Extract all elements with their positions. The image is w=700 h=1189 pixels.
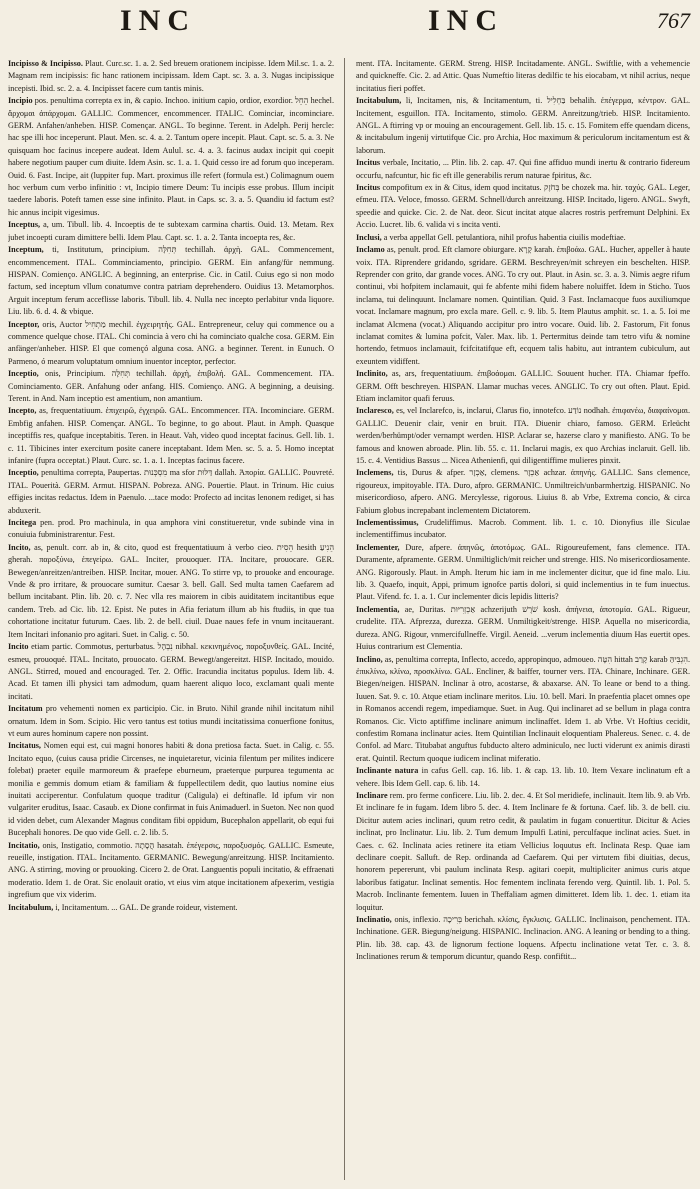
entry-text: as, ars, frequentatiuum. ἐπιβοάομαι. GALLIC. Souuent hucher. ITA. Chiamar fpeffo. GERM. Offt beschreyen. HISPAN. Llamar muchas veces. ANGLIC. To cry out often. Plaut. Epid. Etiam inclamitor quafi feruus. xyxy=(356,369,690,403)
entry-text: in cafus Gell. cap. 16. lib. 1. & cap. 13. lib. 10. Item Vexare inclinatum eft a vehere. Ibis Idem Gell. cap. 6. lib. 14. xyxy=(356,766,690,788)
column-divider xyxy=(344,58,345,1180)
entry-text: li, Incitamen, nis, & Incitamentum, ti. בַּחְלִיל behalih. ἐπέγερμα, κέντρον. GAL. Incitement, esguillon. ITA. Incitamento, stimolo. GERM. Anreitzung/trieb. HISP. Incitamiento. ANGL. A ftirring vp or mouing an encouragement. Gell. lib. 15. c. 15. Fomitem effe quendam dicens, & incitabulum ingenij virtutifque Cic. pro Archia, Hoc maximum & periculorum incitamentum est & laborum. xyxy=(356,96,690,155)
entry-text: penultima correpta, Paupertas. מִסְכְּנוּת ma sfor דַּלּוּת dallah. Ἀπορία. GALLIC. Pouvreté. ITAL. Pouerità. GERM. Armut. HISPAN. Pobreza. ANG. Pouertie. Plaut. in Trinum. Hic cuius effigies incitas redactus. Idem in Paenulo. ...tace modo: Profecto ad incitas lenonem rediget, si has abduxerit. xyxy=(8,468,334,515)
entry-text: ment. ITA. Incitamente. GERM. Streng. HISP. Incitadamente. ANGL. Swiftlie, with a vehemencie and quickneffe. Cic. 2. ad Attic. Quas Numeftio literas dedilfic te his eiocabam, vt nihil acrius, neque incitatius fieri poffet. xyxy=(356,59,690,93)
entry-text: as, frequentatiuum. ἐπιχειρῶ, ἐγχειρῶ. GAL. Encommencer. ITA. Incominciare. GERM. Embfig anfahen. HISP. Començar. ANGL. To beginne, to go about. Plaut. in Amph. Quasque inceptiffis res, quafque inceptabitis. Teren. in Heaut. Vah, video quod inceptat facinus. Gell. lib. 1. c. 11. Tibicines inter exercitum posite canere inceptabant. Idem Men. sc. 5. a. 5. Homo inceptat infanire (fupra occeptat.) Plaut. Curc. sc. 1. a. 1. Inceptas facinus facere. xyxy=(8,406,334,465)
entry-headword: Inclinare xyxy=(356,790,388,800)
entry-text: a, um. Tibull. lib. 4. Incoeptis de te subtexam carmina chartis. Ouid. 13. Metam. Rex jubet incoepti curam dimittere belli. Idem Plau. Capt. sc. 1. a. 2. Tanta incoepta res, &c. xyxy=(8,220,334,242)
entry-text: rem. pro ferme conficere. Liu. lib. 2. dec. 4. Et Sol meridiefe, inclinauit. Item lib. 9. ab Vrb. Et inclinare fe in fugam. Idem libro 5. dec. 4. Item Inclinare fe & fortuna. Caef. lib. 3. de bell. ciu. Dicitur autem acies inclinari, quum retro cedit, & paulatim in fugam conuertitur. Dicitur & Acies inclinat, pro Inclinatur. Liu. lib. 2. Tum demum Impulfi Latini, perculfaque inclinat acies. Suet. in Caes. c. 62. Inclinata acies retinere ita etiam Vellicius loquutus eft. Inclinata Resp. Quae iam declinare coepit. Salluft. de Rep. ordinanda ad Caefarem. Qui per virtutem fibi diuitias, decus, honorem pepererunt, vbi paulum inclinata Resp. agitari coepit, multipliciter animus curis atque laboribus fatigatur. Inclinat sementis. Hoc fementem inclinata ferendo verg. Quintil. lib. 1. Pol. 5. Macrob. Inclinante fementem. Iuuen in Theffaliam agmen dimitteret. Idem lib. 1. dec. 1. etiam ita loquitur. xyxy=(356,790,690,912)
dictionary-entry xyxy=(8,641,334,703)
dictionary-entry xyxy=(356,244,690,368)
entry-text: oris, Auctor מַתְחִיל mechil. ἐγχειρητὴς. GAL. Entrepreneur, celuy qui commence ou a commence quelque chose. ITAL. Chi comincia à vero chi ha cominciato qualche cosa. GERM. Ein anfänger/anheber. HISP. El que començó alguna cosa. ANG. a beginner. Terent. in Eunuch. O Parmeno, ó mearum voluptatum omnium inuentor inceptor, perfector. xyxy=(8,319,334,366)
dictionary-entry xyxy=(8,95,334,219)
entry-headword: Incito xyxy=(8,642,29,652)
dictionary-entry xyxy=(356,232,690,244)
dictionary-entry xyxy=(356,368,690,405)
left-column xyxy=(8,58,334,1180)
entry-headword: Inceptor, xyxy=(8,319,40,329)
entry-headword: Inclemens, xyxy=(356,468,394,478)
entry-text: ae, Duritas. אַכְזְרִיּוּת achzerijuth שֹׁרֶשׁ kosh. ἀπήνεια, ἀποτομία. GAL. Rigueur, crudelite. ITA. Afprezza, durezza. GERM. Unmiltigkeit/strenge. HISP. Aquella no misericordia, dureza. ANG. Rigour, vnmercifullneffe. Virgil. Aeneid. ...verum inclementia diuum Has euertit opes. Huius contrarium est Clementia. xyxy=(356,604,690,652)
entry-text: as, penultima correpta, Inflecto, accedo, appropinquo, admoueo. הִטָּה hittah קָרַב karab הִגְבִּיהַּ. ἐπικλίνω, κλίνω, προσκλίνω. GAL. Encliner, & baiffer, tourner vers. ITA. Chinare, Inchinare. GER. Biegen/neigen. HISPAN. Inclinar à otro, acostarse, & abaxarse. AN. To leane or bend to a thing. Iuuen. Sat. 9. c. 10. Atque etiam inclinare meritos. Liu. 10. bell. Mari. In praefentia placet omnes ope in Romanos accendi regem, impediamque. Suet. in Aug. Qui inclinaret ad se bellum in plaga contra Romanos. Cic. Victo aptiffime inclinare animum inclinaffet. Idem 1. ab Vrbe. Vt Hoftius cecidit, confestim Romana inclinatur acies. Item Quintilian Inclinauit eloquentiam Phalereus. Senec. c. 4. de Confol. ad Marc. Titubabat anguftus fubducto altero adminiculo, nec lucti viderunt ex animis dirasti erat. Quintil. Rectum quoque iudicem inclinat miferatio. xyxy=(356,654,690,763)
dictionary-entry xyxy=(8,368,334,405)
entry-text: onis, Principium. תְּחִלָּה techillah. ἀρχὴ, ἐπιβολή. GAL. Commencement. ITA. Cominciamento. GER. Anfahung oder anfang. HIS. Comienço. ANG. A beginning, a deuising. Terent. in And. Nam inceptio est amentium, non amantium. xyxy=(8,369,334,403)
entry-text: compofitum ex in & Citus, idem quod incitatus. בְּחֹזֶק be chozek ma. hir. ταχύς. GAL. Leger, efmeu. ITA. Veloce, fmosso. GERM. Schnell/durch anreitzung. HISP. Incitado, ligero. ANGL. Swyft, speedie and quicke. Cic. 2. de Nat. deor. Sicut incitat atque alacres rostris perfremunt Delphini. Ex Accio. Lucret. lib. 6. valida vi s incita venti. xyxy=(356,183,690,230)
entry-headword: Inceptio, xyxy=(8,468,39,478)
entry-headword: Incitabulum, xyxy=(356,96,402,106)
entry-headword: Inclamo xyxy=(356,245,385,255)
entry-text: Dure, afpere. ἀπηνῶς, ἀποτόμως. GAL. Rigoureufement, fans clemence. ITA. Duramente, afpramente. GERM. Unmiltiglich/mit reicher und strenge. HIS. No misericordiosamente. ANG. Rigorously. Plaut. in Amph. Iterum hic iam in me inclementer dicitur, que id fine malo. Liu. lib. 3. Quaefo, inquit, Appi, primum ignofce partis dolori, si quid inclementius in te fum inuectus. Plaut. Vifend. fc. 1. a. 1. Cur inclementer dicis lepidis litteris? xyxy=(356,542,690,602)
dictionary-entry xyxy=(356,467,690,517)
entry-headword: Incitus xyxy=(356,158,381,168)
dictionary-entry xyxy=(356,654,690,766)
entry-text: ti, Institutum, principium. תְּחִלָּה techillah. ἀρχὴ. GAL. Commencement, encommencement. ITAL. Comminciamento, principio. GERM. Ein anfang/für nemmung. HISPAN. Comienço. ANGLIC. A beginning, an enterprise. Cic. in Catil. Cuius ego si non modo factum, sed inceptum vllum conatumve contra patriam deprehendero. Ouidius 13. Metamorphos. Arguit inceptum ferum acceflisse laboris. Tibull. lib. 4. Nulla nec incepto perlabitur vnda liquore. Liu. lib. 6. d. 4. & vbique. xyxy=(8,245,334,317)
dictionary-entry xyxy=(356,405,690,467)
running-head-left: INC xyxy=(120,4,197,37)
entry-headword: Incito, xyxy=(8,542,31,552)
dictionary-entry xyxy=(8,703,334,740)
entry-text: onis, Instigatio, commotio. הֲסָתָה hasatah. ἐπέγερσις, παροξυσμός. GALLIC. Esmeute, reueille, instigation. ITAL. Incitamento. GERMANIC. Bewegung/anreitzung. HISP. Incitamiento. ANG. A stirring, moving or prouoking. Cicero 2. de Orat. Languentis populi incitatio, & effraenati moderatio. Idem 1. de Orat. Sic enolauit oratio, vt eius vim atque incitationem afpexerim, vestigia ingrefium que vix viderim. xyxy=(8,840,334,900)
entry-headword: Inclinatio, xyxy=(356,915,392,925)
entry-text: tis, Durus & afper. אַכְזָר, clemens. אַכְזָר achzar. ἀπηνής. GALLIC. Sans clemence, rigoureux, impitoyable. ITA. Duro, afpro. GERMANIC. Unmiltreich/unbarmhertzig. HISPANIC. No misericordioso, afpero. ANG. Mercylesse, rigorous. Liuius 8. ab Vrbe, Extrema concio, & circa Fabium globus increpabant inclementem Dictatorem. xyxy=(356,468,690,515)
entry-headword: Incitatio, xyxy=(8,840,40,850)
dictionary-entry xyxy=(356,157,690,182)
dictionary-entry xyxy=(356,790,690,914)
entry-headword: Inclinito, xyxy=(356,369,388,379)
entry-headword: Incitega xyxy=(8,518,37,528)
entry-text: as, penult. corr. ab in, & cito, quod est frequentatiuum à verbo cieo. הֵסִית hesith הֵנִיעַ gherah. παροξύνω, ἐπεγείρω. GAL. Inciter, prouoquer. ITA. Incitare, prouocare. GER. Bewegen/anreitzen/antreiben. HISP. Incitar, mouer. ANG. To stirre vp, to prouoke and encourage. Vnde & pro irritare, & prouocare sumitur. Caesar 3. bell. Gall. Sed multa tamen Caefarem ad bellum incitabant. Plin. lib. 20. c. 7. Nec vlla res maiorem in cibis auiditatem incitantibus eque candem. Treb. ad Cic. lib. 12. Epist. Ne putes in Afia feriatum illum ab his ftudiis, in que tua cohortatione incitatur futurum. Caes. lib. 2. de bell. ciuil. Duae naues fefe in vnum incitauerant. Item Incitari infonanio pro agitari. Suet. in Calig. c. 50. xyxy=(8,542,334,639)
dictionary-entry xyxy=(8,740,334,839)
entry-text: es, vel Inclarefco, is, inclarui, Clarus fio, innotefco. נוֹדַע nodhah. ἐπιφανέω, διαφαίνομαι. GALLIC. Deuenir clair, venir en bruit. ITA. Diuenir chiaro, famoso. GERM. Erleücht werden/berhümpt/oder vernampt werden. HISP. Aclarar se, hazerse claro y manifiesto. ANG. To be famous and knowen abroade. Plin. lib. 55. c. 11. Inclarui magis, ex quo Archias inclaruit. Gell. lib. 15. c. 4. Ventidius Bassus ... Nicea Athenienfi, qui diligentiffime mulieres pinxit. xyxy=(356,406,690,465)
page-header xyxy=(0,0,700,48)
dictionary-entry xyxy=(8,542,334,641)
entry-headword: Inclino, xyxy=(356,654,383,664)
dictionary-entry xyxy=(8,467,334,517)
entry-text: i, Incitamentum. ... GAL. De grande roideur, vistement. xyxy=(55,902,238,912)
entry-text: as, penult. prod. Eft clamore obiurgare. קָרָא karah. ἐπιβοάω. GAL. Hucher, appeller à haute voix. ITA. Riprendere gridando, sgridare. GERM. Beschreyen/mit schreyen ein beschelten. HISP. Reprender con grito, dar grande voces. ANG. To cry out. Plaut. in Asin. sc. 3. a. 3. Nimis aegre rifum continui, vbi hofpitem inclamauit, qui fe abfente mihi fidem habere noluiffet. Idem in Sticho. Tuos inclama, tui delinquunt. Inclamare nomen. Quintilian. Quid. 3 Fast. Inclamacque fuos auxiliumque vocat. Inclamare magnum, pro excla mare. Gell. c. 9. lib. 5. Item Plautus amphit. sc. 1. a. 5. Ioi me inclamat Alcmena (vocat.) Aliquando accipitur pro intro vocare. Ouid. lib. 2. Fastorum, Fit fonus inclamat comites & lumina pofcit, Valer. Max. lib. 1. Pertermitus deinde tam tetro vifu & nomine hortendo, fetmuos inclamauit, fcifcitatifque eft, ecquem talis habitu, aut intrantem cubiculum, aut exeuntem vidiffent. xyxy=(356,245,690,366)
dictionary-entry xyxy=(8,517,334,542)
dictionary-entry xyxy=(8,405,334,467)
entry-headword: Inclementissimus, xyxy=(356,518,419,528)
entry-headword: Inceptus, xyxy=(8,220,41,230)
dictionary-entry xyxy=(8,840,334,902)
dictionary-entry xyxy=(356,765,690,790)
running-head-right: INC xyxy=(428,4,505,37)
entry-text: Crudeliffimus. Macrob. Comment. lib. 1. c. 10. Dionyfius ille Siculae inclementiffimus incubator. xyxy=(356,518,690,540)
entry-headword: Inceptum, xyxy=(8,245,44,255)
entry-headword: Inclaresco, xyxy=(356,406,394,416)
entry-headword: Incitabulum, xyxy=(8,902,54,912)
entry-text: pen. prod. Pro machinula, in qua amphora vini constitueretur, vnde subinde vina in conuiuia fubministrarentur. Fest. xyxy=(8,518,334,540)
dictionary-entry xyxy=(8,58,334,95)
entry-headword: Inclinante natura xyxy=(356,766,419,776)
dictionary-entry xyxy=(8,219,334,244)
dictionary-entry xyxy=(8,319,334,369)
dictionary-entry xyxy=(356,182,690,232)
page-number: 767 xyxy=(657,8,690,33)
entry-headword: Incepto, xyxy=(8,406,37,416)
dictionary-entry xyxy=(8,902,334,914)
dictionary-entry xyxy=(356,58,690,95)
dictionary-entry xyxy=(356,95,690,157)
entry-text: onis, inflexio. בְּרִיכָה berichah. κλίσις, ἔγκλισις. GALLIC. Inclinaison, penchement. ITA. Inchinatione. GER. Biegung/neigung. HISPANIC. Inclinacion. ANG. A leaning or bending to a thing. Plin. lib. 38. cap. 43. de lignorum fectione loquens. Afpectu inclinatione vetat Ter. c. 3. 8. Inclinationes rerum & temporum dicuntur, quando Resp. confiftit... xyxy=(356,915,690,962)
entry-text: verbale, Incitatio, ... Plin. lib. 2. cap. 47. Qui fine affiduo mundi inertu & contrario fidereum occurfu, nafcuntur, hic fic eft ille generabilis rerum naturae fpiritus, &c. xyxy=(356,158,690,180)
dictionary-entry xyxy=(356,914,690,964)
entry-headword: Inclusi, xyxy=(356,232,382,242)
entry-text: etiam partic. Commotus, perturbatus. נִבְהָל nibhal. κεκινημένος, παροξυνθείς. GAL. Incité, esmeu, prouoqué. ITAL. Incitato, prouocato. GERM. Bewegt/angereitzt. HISP. Incitado, mouido. ANGL. Stirred, moued and encouraged. Ter. 2. Offic. Iracundia incitatus populus. Idem lib. 4. Acad. Et tamen illi physici tam admodum, quam haerent aliquo loco, exclamant quali mente incitati. xyxy=(8,642,334,701)
dictionary-entry xyxy=(356,517,690,542)
dictionary-entry xyxy=(356,604,690,654)
entry-text: pos. penultima correpta ex in, & capio. Inchoo. initium capio, ordior, exordior. הֵחֵל hechel. ἄρχομαι ἀπάρχομαι. GALLIC. Commencer, encommencer. ITALIC. Cominciar, incominciare. GERM. Anfahen/anheben. HISP. Començar. ANGL. To beginne. Terent. in Adelph. Perij hercle: hac spe illi hoc inceperunt. Plaut. Men. sc. 4. a. 2. Tantum opere incepit. Plaut. Capt. sc. 5. a. 3. Ne quisquam hoc facinus incepere audeat. Idem Aulul. sc. 4. a. 3. facinus audax incipit qui coepit habere negotium pauper cum diuite. Idem Asin. sc. 1. a. 1. Quid cesso ire ad forum quo inceperam. Ouid. 6. Fast. Incipe, ait (luppiter fup. Mart. proximus ille refert (formula est.) Colimagnum ouem hoc verbum cum verbo infinitio : vt, Incipio timere Deum: Tu incipis esse probus. Illum incipit taedere laboris. Poteft tamen esse sine infinito. Plaut. in Caps. sc. 3. a. 5. Quandiu id factum est? hic annus incipit vigesimus. xyxy=(8,96,334,217)
entry-headword: Incipisso & Incipisso. xyxy=(8,59,83,68)
entry-headword: Inceptio, xyxy=(8,369,39,379)
entry-headword: Incitatus, xyxy=(8,741,41,751)
entry-text: Nomen equi est, cui magni honores habiti & dona pretiosa facta. Suet. in Calig. c. 55. Incitato equo, (cuius causa pridie Circenses, ne inquietaretur, vicinia filentum per milites indicere folebat) praeter equile marmoreum & praefepe eburneum, praeterque purpurea tegumenta ac monilia e gemmis domum etiam & familiam & fuppellectilem dedit, quo lautius nomine eius inuitati acciperentur. Confulatum quoque traditur (Caligula) ei deftinafle. Id ipfum vir non vulgariter eruditus, Isaac. Casaub. ex Dione confirmat in fuis Animaduerl. in Sueton. Nec non quod id viden debet, cum Alexander Magnus conditam fibi oppidum, Bucephalon appellarit, ob equi fui Bucephali honores. De quo vide Gell. c. 2. lib. 5. xyxy=(8,741,334,838)
dictionary-entry xyxy=(8,244,334,318)
entry-text: pro vehementi nomen ex participio. Cic. in Bruto. Nihil grande nihil incitatum nihil ornatum. Idem in Som. Scipio. Hic vero tantus est totius mundi incitatissima conuerfione fonitus, vt eum aures hominum capere non possint. xyxy=(8,704,334,738)
entry-headword: Incipio xyxy=(8,96,33,106)
entry-headword: Inclementia, xyxy=(356,604,400,614)
entry-text: a verba appellat Gell. petulantiora, nihil profus habentia ciuilis modeftiae. xyxy=(383,232,626,242)
entry-headword: Inclementer, xyxy=(356,542,400,552)
right-column xyxy=(356,58,690,1180)
entry-headword: Incitatum xyxy=(8,704,43,714)
entry-text: Plaut. Curc.sc. 1. a. 2. Sed breuem orationem incipisse. Idem Mil.sc. 1. a. 2. Magnam rem incipissis: fic hanc rationem incipissam. Idem Capt. sc. 3. a. 3. Nugas incipissique incepisti. Ibid. sc. 2. a. 4. Incipisset facere cum tantis minis. xyxy=(8,59,334,93)
dictionary-entry xyxy=(356,542,690,604)
entry-headword: Incitus xyxy=(356,183,381,193)
